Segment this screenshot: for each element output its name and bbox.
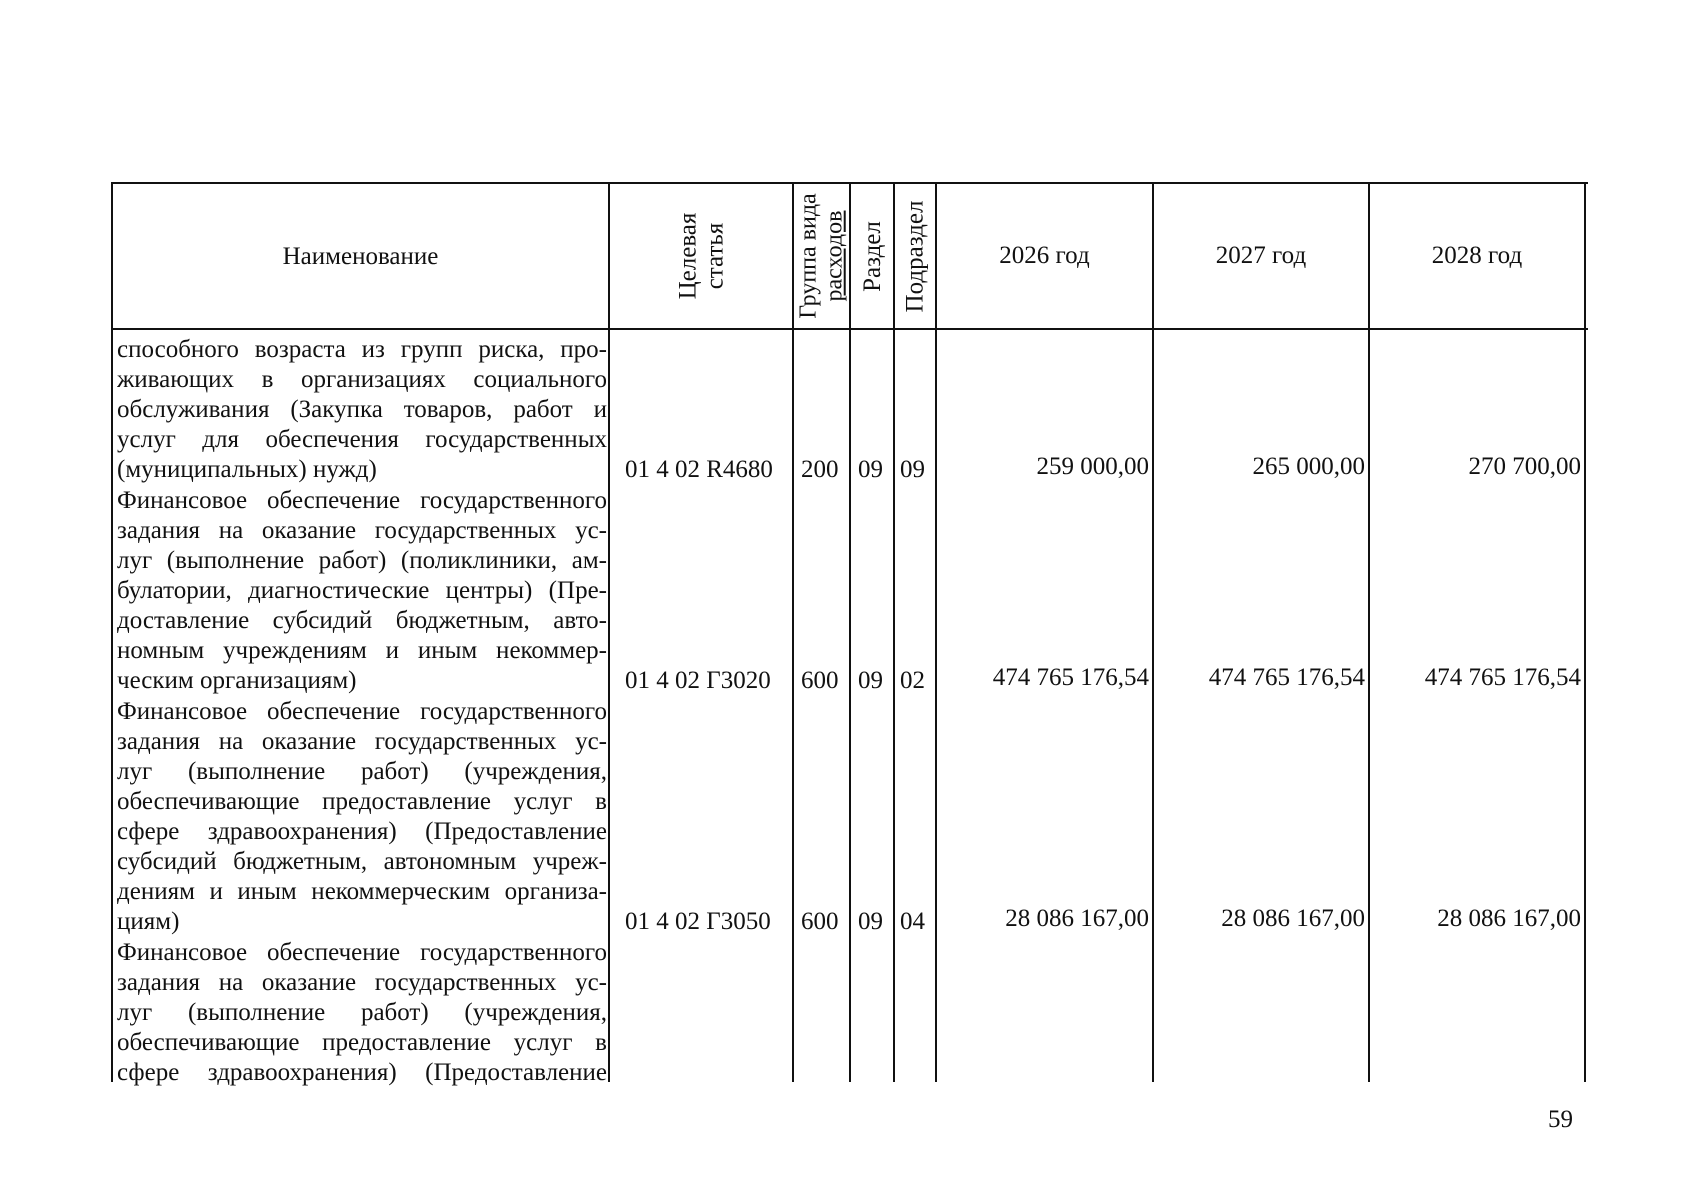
row-name-line: задания на оказание государственных ус- xyxy=(117,728,607,755)
row-section: 09 xyxy=(858,667,883,694)
row-name-line: обеспечивающие предоставление услуг в xyxy=(117,1029,607,1056)
column-border xyxy=(111,182,113,1082)
row-value-2027: 474 765 176,54 xyxy=(1208,664,1365,691)
column-border xyxy=(1152,182,1154,1082)
header-year-2027: 2027 год xyxy=(1215,242,1307,269)
header-subsection xyxy=(895,184,935,328)
header-section-label: Раздел xyxy=(858,220,886,292)
row-name-line: субсидий бюджетным, автономным учреж- xyxy=(117,848,607,875)
header-subsection-label: Подраздел xyxy=(901,200,929,312)
row-section: 09 xyxy=(858,456,883,483)
header-target-article-line2: статья xyxy=(700,222,728,290)
row-name-line: Финансовое обеспечение государственного xyxy=(117,487,607,514)
row-name-line: луг (выполнение работ) (учреждения, xyxy=(117,999,607,1026)
row-value-2028: 270 700,00 xyxy=(1468,453,1581,480)
row-value-2028: 28 086 167,00 xyxy=(1437,905,1581,932)
header-target-article xyxy=(610,184,792,328)
row-value-2026: 474 765 176,54 xyxy=(992,664,1149,691)
row-name-line: доставление субсидий бюджетным, авто- xyxy=(117,607,607,634)
row-value-2026: 259 000,00 xyxy=(1036,453,1149,480)
row-value-2027: 28 086 167,00 xyxy=(1221,905,1365,932)
header-section xyxy=(851,184,893,328)
row-group: 200 xyxy=(801,456,839,483)
header-name: Наименование xyxy=(282,243,439,270)
row-code: 01 4 02 Г3050 xyxy=(625,908,771,935)
row-name-line: услуг для обеспечения государственных xyxy=(117,426,607,453)
row-group: 600 xyxy=(801,908,839,935)
row-name-line: луг (выполнение работ) (учреждения, xyxy=(117,758,607,785)
row-name-line: (муниципальных) нужд) xyxy=(117,456,377,483)
row-name-line: сфере здравоохранения) (Предоставление xyxy=(117,1059,607,1086)
header-target-article-line1: Целевая xyxy=(673,212,701,300)
row-name-line: луг (выполнение работ) (поликлиники, ам- xyxy=(117,547,607,574)
row-code: 01 4 02 Г3020 xyxy=(625,667,771,694)
header-year-2028: 2028 год xyxy=(1431,242,1523,269)
row-name-line: Финансовое обеспечение государственного xyxy=(117,939,607,966)
row-name-line: способного возраста из групп риска, про- xyxy=(117,336,607,363)
row-name-line: задания на оказание государственных ус- xyxy=(117,969,607,996)
row-name-line: живающих в организациях социального xyxy=(117,366,607,393)
row-section: 09 xyxy=(858,908,883,935)
row-name-line: дениям и иным некоммерческим организа- xyxy=(117,878,607,905)
row-name-line: ческим организациям) xyxy=(117,667,357,694)
row-value-2026: 28 086 167,00 xyxy=(1005,905,1149,932)
row-group: 600 xyxy=(801,667,839,694)
row-name-line: булатории, диагностические центры) (Пре- xyxy=(117,577,607,604)
row-name-line: сфере здравоохранения) (Предоставление xyxy=(117,818,607,845)
column-border xyxy=(1368,182,1370,1082)
row-subsection: 09 xyxy=(900,456,925,483)
page-number: 59 xyxy=(1548,1106,1573,1133)
row-name-line: Финансовое обеспечение государственного xyxy=(117,698,607,725)
row-value-2027: 265 000,00 xyxy=(1252,453,1365,480)
column-border xyxy=(935,182,937,1082)
row-code: 01 4 02 R4680 xyxy=(625,456,773,483)
column-border xyxy=(1584,182,1586,1082)
row-name-line: обеспечивающие предоставление услуг в xyxy=(117,788,607,815)
header-expense-group-line2: расходов xyxy=(821,210,848,302)
header-expense-group-line1: Группа вида xyxy=(795,193,822,319)
row-name-line: обслуживания (Закупка товаров, работ и xyxy=(117,396,607,423)
row-name-line: циям) xyxy=(117,908,180,935)
header-year-2026: 2026 год xyxy=(999,242,1090,269)
row-subsection: 04 xyxy=(900,908,925,935)
row-name-line: номным учреждениям и иным некоммер- xyxy=(117,637,607,664)
row-subsection: 02 xyxy=(900,667,925,694)
row-value-2028: 474 765 176,54 xyxy=(1424,664,1581,691)
header-expense-group xyxy=(794,184,849,328)
row-name-line: задания на оказание государственных ус- xyxy=(117,517,607,544)
